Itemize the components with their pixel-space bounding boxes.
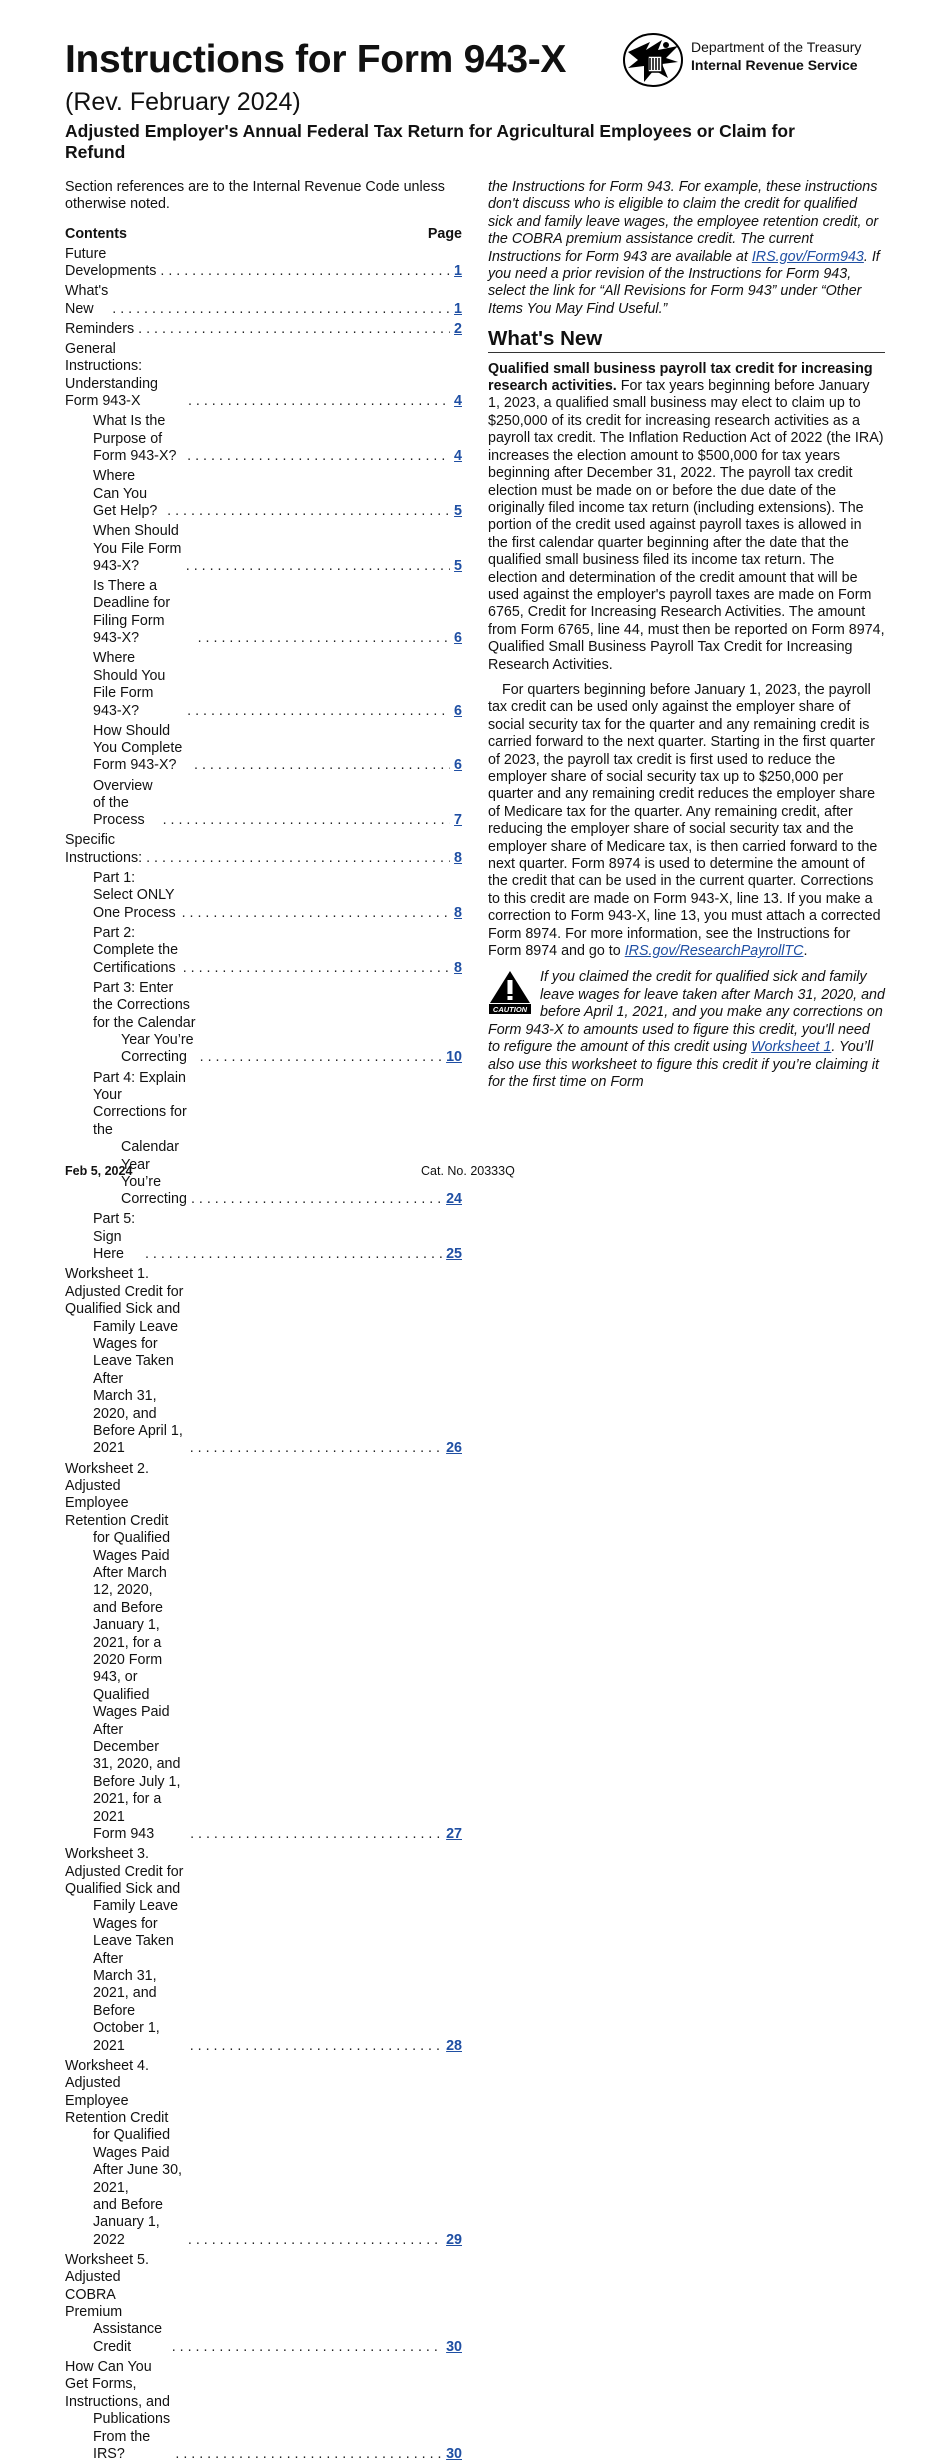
toc-page-link[interactable]: 4 [454,448,462,465]
whats-new-paragraph-1: Qualified small business payroll tax credit for increasing research activities. For tax years beginning before January 1, 2023, a qualified small business may elect to claim up to $250,000 of its credit for increasing research activities as a payroll tax credit. The Inflation Reduction Act of 2022 (the IRA) increases the election amount to $500,000 for tax years beginning after December 31, 2022. The payroll tax credit election must be made on or before the due date of the originally filed income tax return (including extensions). The portion of the credit used against payroll taxes is allowed in the first calendar quarter beginning after the date that the qualified small business filed its income tax return. The election and determination of the credit amount that will be used against the employer's payroll taxes are made on Form 6765, Credit for Increasing Research Activities. The amount from Form 6765, line 44, must then be reported on Form 8974, Qualified Small Business Payroll Tax Credit for Increasing Research Activities. [488,360,885,673]
left-column [65,179,462,2460]
agency-irs: Internal Revenue Service [691,57,858,73]
toc-page-link[interactable]: 6 [454,757,462,774]
toc-page-link[interactable]: 4 [454,393,462,410]
revision-date: (Rev. February 2024) [65,88,301,116]
research-payroll-link[interactable]: IRS.gov/ResearchPayrollTC [624,943,804,960]
toc-page-link[interactable]: 30 [446,2446,462,2460]
worksheet-1-link[interactable]: Worksheet 1 [751,1039,832,1056]
toc-item[interactable]: Worksheet 5. Adjusted COBRA Premium Assistance Credit . . . 30 [65,2252,462,2356]
toc-page-link[interactable]: 6 [454,630,462,647]
toc-item[interactable]: How Can You Get Forms, Instructions, and Publications From the IRS? . . . 30 [65,2359,462,2460]
toc-item[interactable]: Future Developments . . . 1 [65,246,462,281]
toc-heading: Contents [65,225,127,242]
toc-page-link[interactable]: 5 [454,503,462,520]
toc-page-link[interactable]: 7 [454,812,462,829]
toc-item[interactable]: Is There a Deadline for Filing Form 943-X? . . . 6 [65,578,462,648]
toc-item[interactable]: Reminders . . . 2 [65,321,462,338]
toc-item[interactable]: Part 1: Select ONLY One Process . . . 8 [65,870,462,922]
toc-page-link[interactable]: 6 [454,702,462,719]
toc-page-link[interactable]: 30 [446,2338,462,2355]
toc-header [65,226,462,243]
toc-page-link[interactable]: 1 [454,300,462,317]
toc-item[interactable]: What's New . . . 1 [65,283,462,318]
footer-date: Feb 5, 2024 [65,1164,133,1178]
toc-item[interactable]: Worksheet 2. Adjusted Employee Retention Credit for Qualified Wages Paid After March 12, 2020, and Before January 1, 2021, for a 2020 Form 943, or Qualified Wages Paid After December 31, 2020, and Before July 1, 2021, for a 2021 Form 943 . . . 27 [65,1461,462,1844]
toc-page-link[interactable]: 26 [446,1440,462,1457]
toc-item[interactable]: General Instructions: Understanding Form 943-X . . . 4 [65,341,462,411]
toc-page-link[interactable]: 5 [454,557,462,574]
agency-department: Department of the Treasury [691,39,862,55]
toc-item[interactable]: Part 3: Enter the Corrections for the Calendar Year You’re Correcting . . . 10 [65,980,462,1067]
toc-item[interactable]: Worksheet 4. Adjusted Employee Retention Credit for Qualified Wages Paid After June 30, 2021, and Before January 1, 2022 . . . 29 [65,2058,462,2249]
toc-page-link[interactable]: 25 [446,1246,462,1263]
toc-page-link[interactable]: 27 [446,1826,462,1843]
toc-page-link[interactable]: 8 [454,959,462,976]
toc-item[interactable]: How Should You Complete Form 943-X? . . . 6 [65,723,462,775]
toc-item[interactable]: Where Should You File Form 943-X? . . . 6 [65,650,462,720]
intro-text: Section references are to the Internal Revenue Code unless otherwise noted. [65,179,445,213]
toc-page-link[interactable]: 10 [446,1049,462,1066]
caution-icon [488,969,532,1015]
svg-text:CAUTION: CAUTION [492,1005,528,1015]
whats-new-heading: What's New [488,330,885,352]
toc-item[interactable]: Where Can You Get Help? . . . 5 [65,468,462,520]
toc-item[interactable]: Worksheet 1. Adjusted Credit for Qualified Sick and Family Leave Wages for Leave Taken After March 31, 2020, and Before April 1, 2021 . . . 26 [65,1266,462,1457]
toc-page-link[interactable]: 24 [446,1191,462,1208]
toc-item[interactable]: Part 4: Explain Your Corrections for the Calendar Year You’re Correcting . . . 24 [65,1070,462,1209]
irs-form943-link[interactable]: IRS.gov/Form943 [751,248,864,265]
right-column [488,179,885,1091]
continued-text: the Instructions for Form 943. For example, these instructions don't discuss who is eligible to claim the credit for qualified sick and family leave wages, the employee retention credit, or the COBRA premium assistance credit. The current Instructions for Form 943 are available at IRS.gov/Form943. If you need a prior revision of the Instructions for Form 943, select the link for “All Revisions for Form 943” under “Other Items You May Find Useful.” [488,179,880,317]
irs-eagle-logo-icon [622,32,684,88]
toc-item[interactable]: Part 2: Complete the Certifications . . . 8 [65,925,462,977]
toc-item[interactable]: Specific Instructions: . . . 8 [65,832,462,867]
toc-page-link[interactable]: 8 [454,849,462,866]
toc-item[interactable]: What Is the Purpose of Form 943-X? . . . 4 [65,413,462,465]
form-subtitle: Adjusted Employer's Annual Federal Tax Return for Agricultural Employees or Claim for Refund [65,121,795,162]
toc-item[interactable]: Worksheet 3. Adjusted Credit for Qualified Sick and Family Leave Wages for Leave Taken After March 31, 2021, and Before October 1, 2021 . . . 28 [65,1846,462,2055]
page-title: Instructions for Form 943-X [65,38,567,81]
toc-page-link[interactable]: 1 [454,263,462,280]
toc-page-link[interactable]: 28 [446,2037,462,2054]
caution-note: CAUTION If you claimed the credit for qualified sick and family leave wages for leave taken after March 31, 2020, and before April 1, 2021, and you make any corrections on Form 943-X to amounts used to figure this credit, you'll need to refigure the amount of this credit using Worksheet 1. You’ll also use this worksheet to figure this credit if you’re claiming it for the first time on Form [488,969,885,1090]
catalog-number: Cat. No. 20333Q [421,1164,515,1178]
toc-item[interactable]: Overview of the Process . . . 7 [65,778,462,830]
agency-block [622,32,892,88]
toc-item[interactable]: When Should You File Form 943-X? . . . 5 [65,523,462,575]
toc-page-heading: Page [427,225,462,242]
toc-page-link[interactable]: 29 [446,2231,462,2248]
whats-new-paragraph-2: For quarters beginning before January 1, 2023, the payroll tax credit can be used only against the employer share of social security tax for the quarter and any remaining credit is carried forward to the next quarter. Starting in the first quarter of 2023, the payroll tax credit is first used to reduce the employer share of social security tax up to $250,000 per quarter and any remaining credit reduces the employer share of Medicare tax for the quarter. Any remaining credit, after reducing the employer share of social security tax and the employer share of Medicare tax, is then carried forward to the next quarter. Form 8974 is used to determine the amount of the credit that can be used in the current quarter. Corrections to this credit are made on Form 943-X, line 13. If you make a correction to Form 943-X, line 13, you must attach a corrected Form 8974. For more information, see the Instructions for Form 8974 and go to IRS.gov/ResearchPayrollTC. [488,681,881,960]
toc-page-link[interactable]: 2 [454,320,462,337]
toc-page-link[interactable]: 8 [454,904,462,921]
toc-item[interactable]: Part 5: Sign Here . . . 25 [65,1211,462,1263]
